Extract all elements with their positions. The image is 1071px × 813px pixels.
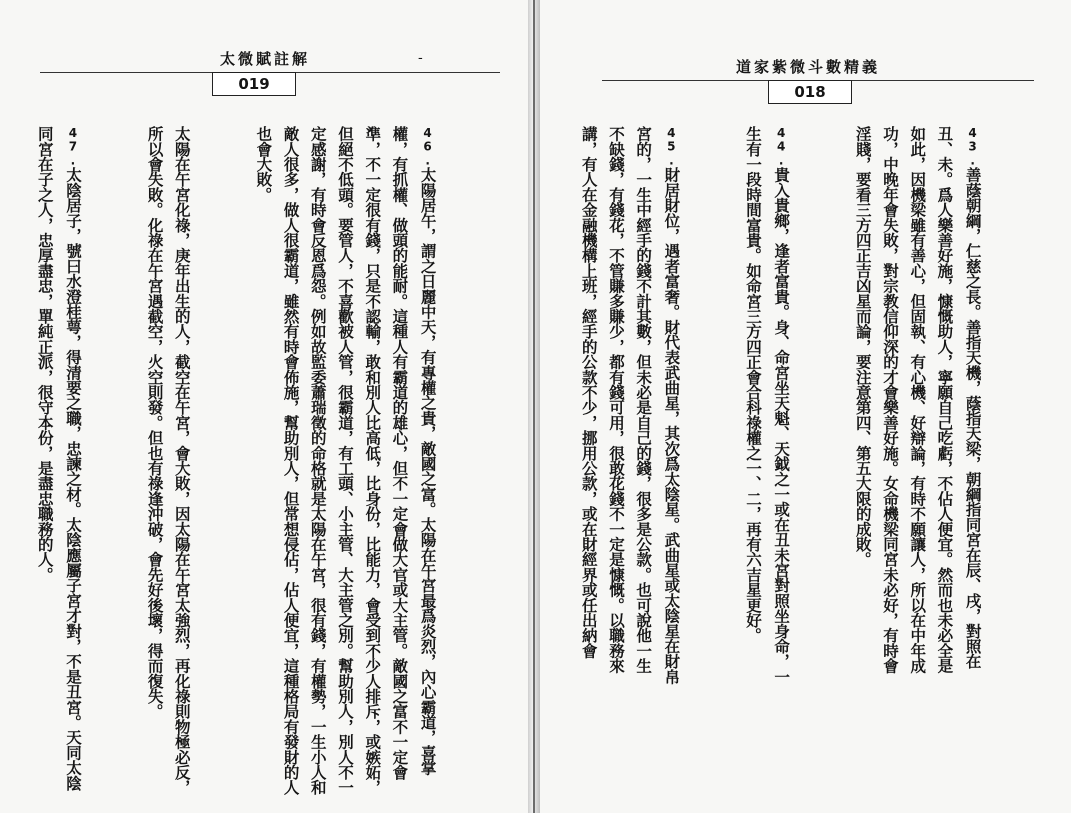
- item-heading: 財居財位，遇者富奢。: [662, 167, 682, 320]
- item-number: 43.: [965, 126, 980, 168]
- right-page-number: 018: [768, 80, 852, 104]
- item-number: 45.: [664, 126, 679, 168]
- item-43: [850, 126, 987, 686]
- item-body: 財代表武曲星，其次爲太陰星。武曲星或太陰星在財帛宮的，一生中經手的錢不計其數，但未必是自己的錢，很多是公款。也可說他一生不缺錢，有錢花，不管賺多賺少，都有錢可用，很敢花錢不一定是慷慨。以職務來講，有人在金融機構上班，經手的公款不少，挪用公款，或在財經界或任出納會: [579, 126, 682, 684]
- item-heading: 太陽居午，謂之日麗中天，有專權之貴，敵國之富。: [418, 167, 438, 517]
- item-body: 太陰應屬子宮才對，不是丑宮。天同太陰同宮在子之人，忠厚盡忠，單純正派，很守本份，是盡忠職務的人。: [35, 126, 83, 791]
- binding-line: [533, 0, 535, 813]
- item-47: [32, 126, 87, 798]
- item-46: [250, 126, 441, 798]
- item-heading: 太陰居子，號曰水澄桂萼，得清要之職，忠諫之材。: [63, 167, 83, 517]
- item-46-extra: 太陽在午宮化祿，庚年出生的人，截空在午宮，會大敗，因太陽在午宮太強烈，再化祿則物極必反，所以會失敗。化祿在午宮遇截空，火空則發。但也有祿逢沖破，會先好後壞，得而復失。: [145, 126, 192, 795]
- left-page: [0, 0, 528, 813]
- item-number: 44.: [774, 126, 789, 168]
- left-page-number: 019: [212, 72, 296, 96]
- item-body: 善指天機，蔭指天梁，朝綱指同宮在辰、戌，對照在丑、未。爲人樂善好施，慷慨助人，寧願自己吃虧，不佔人便宜。然而也未必全是如此，因機梁雖有善心，但固執、有心機、好辯論，有時不願讓人，所以在中年成功，中晚年會失敗，對宗教信仰深的才會樂善好施。女命機梁同宮未必好，有時會淫賤，要看三方四正吉凶星而論，要注意第四、第五大限的成敗。: [853, 126, 983, 674]
- item-body: 身、命宮坐天魁、天鉞之一或在丑未宮對照坐身命，一生有一段時間富貴。如命宮三方四正會合科祿權之一、二，再有六吉星更好。: [743, 126, 792, 684]
- item-number: 46.: [420, 126, 435, 168]
- item-44: [740, 126, 795, 686]
- item-heading: 貴入貴鄉，逢者富貴。: [772, 167, 792, 320]
- right-page: [540, 0, 1071, 813]
- item-45: [579, 126, 685, 686]
- right-running-title: 道家紫微斗數精義: [736, 58, 881, 76]
- left-header-dash: -: [418, 50, 423, 66]
- item-heading: 善蔭朝綱，仁慈之長。: [963, 167, 983, 320]
- left-page-body: [26, 126, 496, 798]
- item-body: 太陽在午宮最爲炎烈，內心霸道，喜掌權，有抓權、做頭的能耐。這種人有霸道的雄心，但不一定會做大官或大主管。敵國之富不一定會準，不一定很有錢，只是不認輸，敢和別人比高低，比身份，比能力，會受到不少人排斥，或嫉妬，但絕不低頭。要管人，不喜歡被人管，很霸道，有工頭、小主管、大主管之別。幫助別人，別人不一定感謝，有時會反恩爲怨。例如故監委蕭瑞徵的命格就是太陽在午宮，很有錢，有權勢，一生小人和敵人很多，做人很霸道，雖然有時會佈施，幫助別人，但常想侵佔，佔人便宜，這種格局有發財的人也會大敗。: [254, 126, 438, 795]
- left-running-title: 太微賦註解: [220, 50, 311, 68]
- right-page-body: [579, 126, 1041, 686]
- item-number: 47.: [65, 126, 80, 168]
